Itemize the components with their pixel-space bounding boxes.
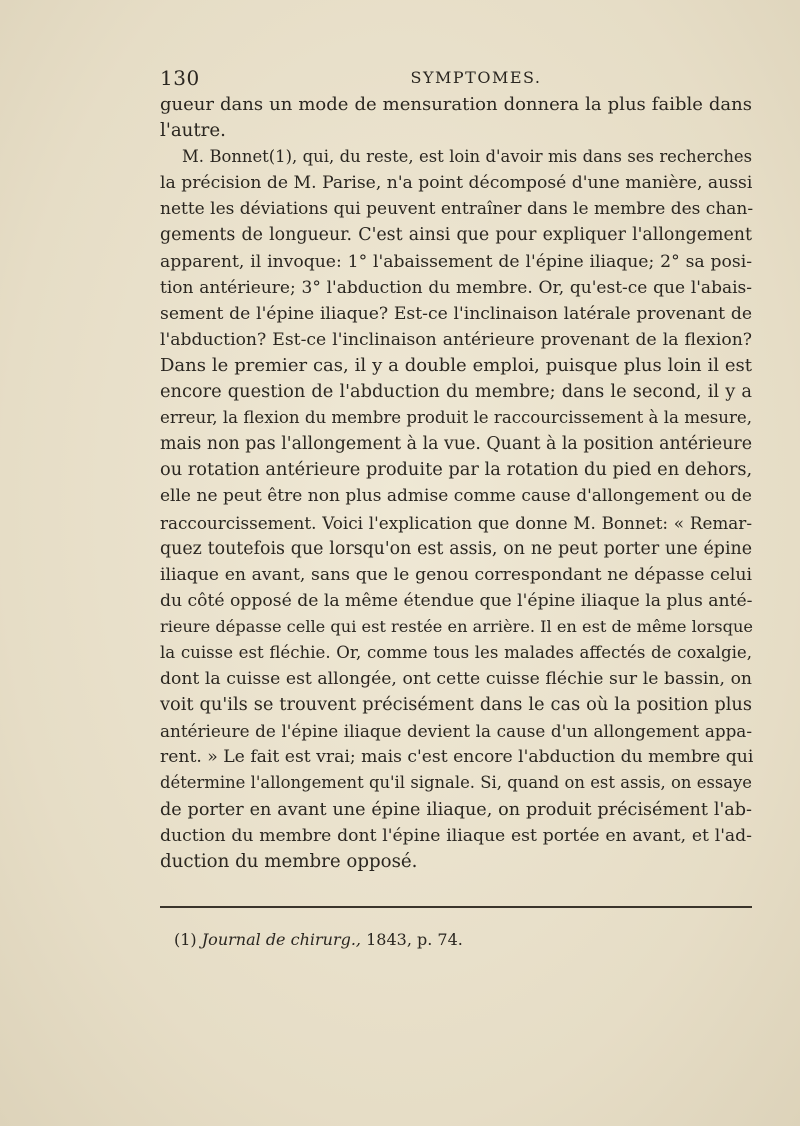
text-line: gueur dans un mode de mensuration donnera la plus faible dans [160,94,752,115]
text-line: l'autre. [160,120,226,142]
footnote-marker: (1) [174,930,197,949]
text-line: sement de l'épine iliaque? Est-ce l'inclinaison latérale provenant de [160,303,752,324]
text-line: encore question de l'abduction du membre; dans le second, il y a [160,381,752,403]
text-line: antérieure de l'épine iliaque devient la cause d'un allongement appa- [160,721,752,742]
text-line: mais non pas l'allongement à la vue. Quant à la position antérieure [160,434,752,455]
footnote [174,930,463,949]
text-line: raccourcissement. Voici l'explication que donne M. Bonnet: « Remar- [160,512,752,533]
text-line: duction du membre opposé. [160,850,418,872]
running-title: SYMPTOMES. [410,68,542,87]
footnote-journal: Journal de chirurg., [201,930,362,949]
text-line: iliaque en avant, sans que le genou correspondant ne dépasse celui [160,564,752,585]
text-line: voit qu'ils se trouvent précisément dans le cas où la position plus [160,694,752,716]
text-line: l'abduction? Est-ce l'inclinaison antérieure provenant de la flexion? [160,329,752,350]
text-line: de porter en avant une épine iliaque, on produit précisément l'ab- [160,799,752,820]
text-line: M. Bonnet(1), qui, du reste, est loin d'avoir mis dans ses recherches [182,147,752,167]
text-line: la cuisse est fléchie. Or, comme tous les malades affectés de coxalgie, [160,642,752,662]
text-line: dont la cuisse est allongée, ont cette cuisse fléchie sur le bassin, on [160,669,752,690]
text-line: tion antérieure; 3° l'abduction du membre. Or, qu'est-ce que l'abais- [160,277,752,298]
text-line: gements de longueur. C'est ainsi que pour expliquer l'allongement [160,225,752,246]
page-header [160,66,752,92]
text-line: ou rotation antérieure produite par la rotation du pied en dehors, [160,459,753,481]
text-line: du côté opposé de la même étendue que l'épine iliaque la plus anté- [160,590,753,611]
text-line: rent. » Le fait est vrai; mais c'est encore l'abduction du membre qui [160,747,754,768]
text-line: elle ne peut être non plus admise comme cause d'allongement ou de [160,486,752,507]
text-line: nette les déviations qui peuvent entraîner dans le membre des chan- [160,199,754,220]
text-line: erreur, la flexion du membre produit le raccourcissement à la mesure, [160,408,752,428]
body-text [160,92,752,875]
text-line: duction du membre dont l'épine iliaque est portée en avant, et l'ad- [160,825,752,846]
text-line: la précision de M. Parise, n'a point décomposé d'une manière, aussi [160,173,753,194]
text-line: quez toutefois que lorsqu'on est assis, on ne peut porter une épine [160,538,752,559]
page-number: 130 [160,66,200,90]
text-line: détermine l'allongement qu'il signale. Si, quand on est assis, on essaye [160,773,752,793]
footnote-citation: 1843, p. 74. [366,930,463,949]
text-line: rieure dépasse celle qui est restée en arrière. Il en est de même lorsque [160,616,753,636]
text-line: Dans le premier cas, il y a double emploi, puisque plus loin il est [160,354,752,376]
footnote-divider [160,906,752,908]
text-line: apparent, il invoque: 1° l'abaissement de l'épine iliaque; 2° sa posi- [160,251,752,272]
